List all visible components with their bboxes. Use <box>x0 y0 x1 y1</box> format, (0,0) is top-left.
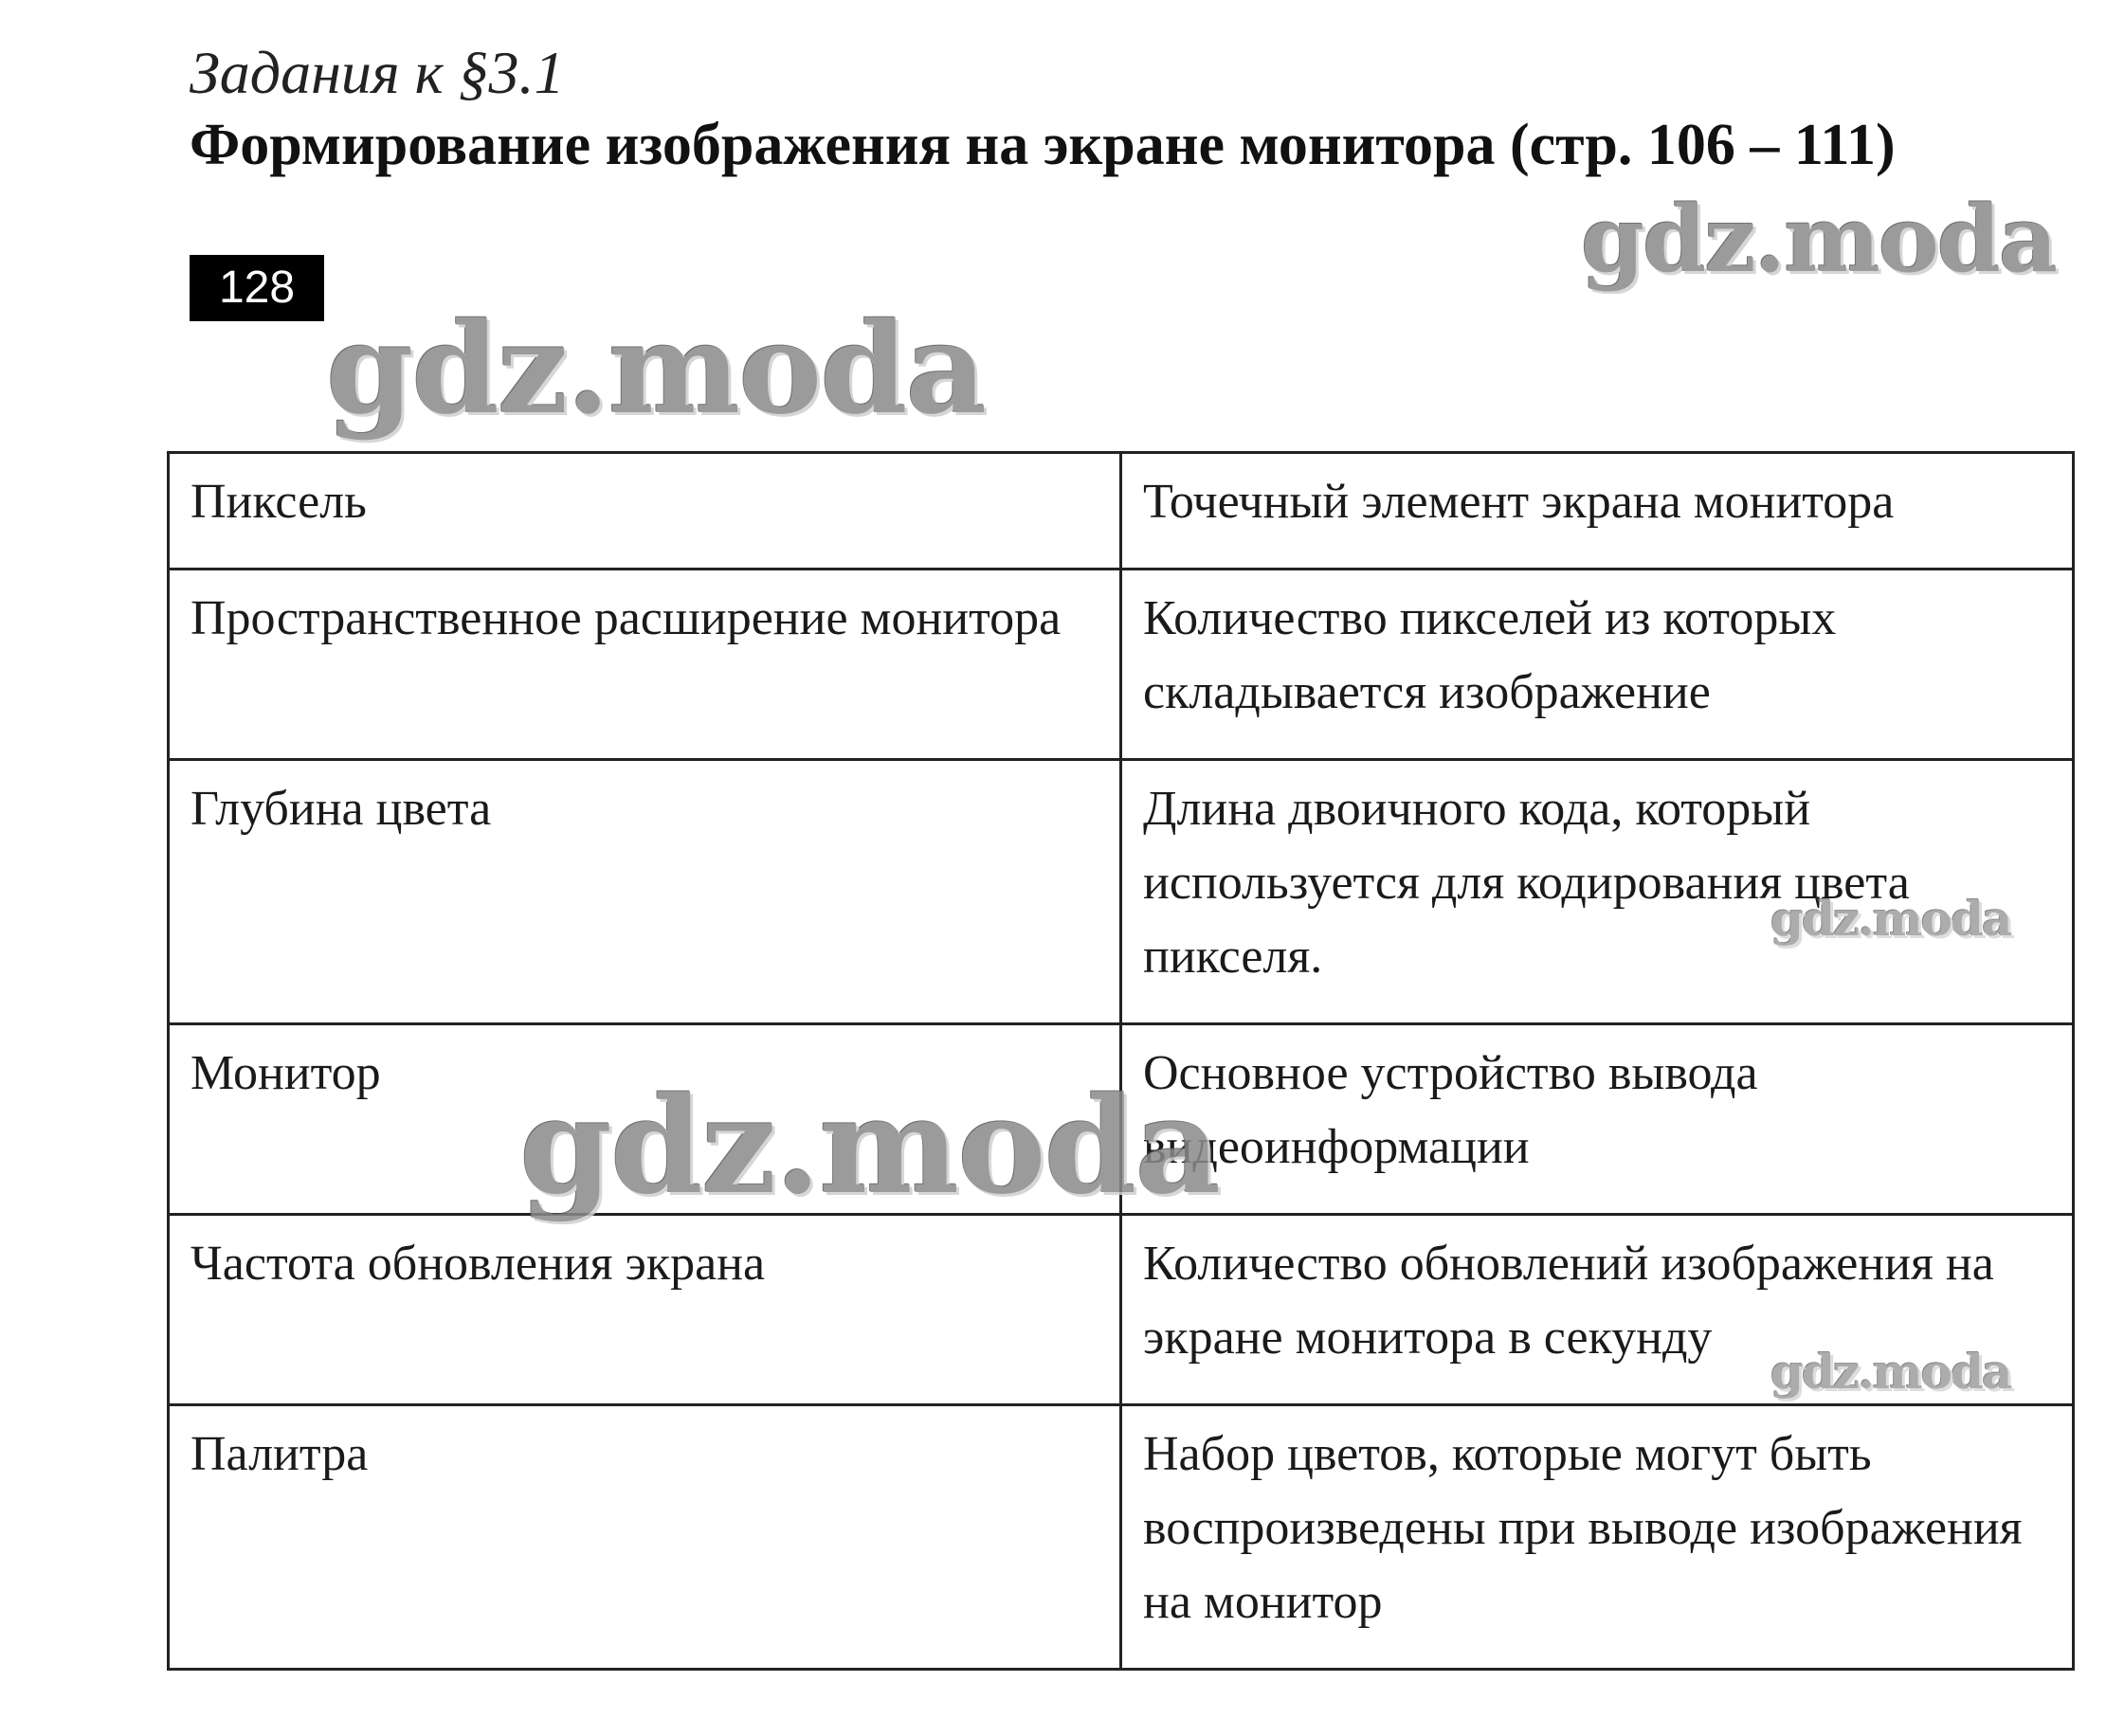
watermark: gdz.moda <box>326 296 986 443</box>
term-cell: Монитор <box>169 1024 1121 1215</box>
table-row <box>169 570 2074 760</box>
definition-cell: Длина двоичного кода, который используется для кодирования цвета пикселя. <box>1121 760 2074 1024</box>
definition-cell: Количество обновлений изображения на экране монитора в секунду <box>1121 1215 2074 1405</box>
term-cell: Палитра <box>169 1405 1121 1670</box>
watermark: gdz.moda <box>1770 1344 2011 1400</box>
watermark: gdz.moda <box>1770 891 2011 947</box>
term-cell: Частота обновления экрана <box>169 1215 1121 1405</box>
section-subtitle: Задания к §3.1 <box>190 39 565 106</box>
table-row <box>169 453 2074 570</box>
page-title: Формирование изображения на экране монитора (стр. 106 – 111) <box>190 113 1896 177</box>
definition-cell: Набор цветов, которые могут быть воспроизведены при выводе изображения на монитор <box>1121 1405 2074 1670</box>
definitions-table <box>167 451 2075 1671</box>
definition-cell: Основное устройство вывода видеоинформации <box>1121 1024 2074 1215</box>
term-cell: Глубина цвета <box>169 760 1121 1024</box>
task-number-badge: 128 <box>190 255 324 321</box>
table-row <box>169 1405 2074 1670</box>
term-cell: Пространственное расширение монитора <box>169 570 1121 760</box>
watermark: gdz.moda <box>519 1069 1220 1224</box>
definition-cell: Количество пикселей из которых складывается изображение <box>1121 570 2074 760</box>
term-cell: Пиксель <box>169 453 1121 570</box>
watermark: gdz.moda <box>1581 186 2057 293</box>
definition-cell: Точечный элемент экрана монитора <box>1121 453 2074 570</box>
